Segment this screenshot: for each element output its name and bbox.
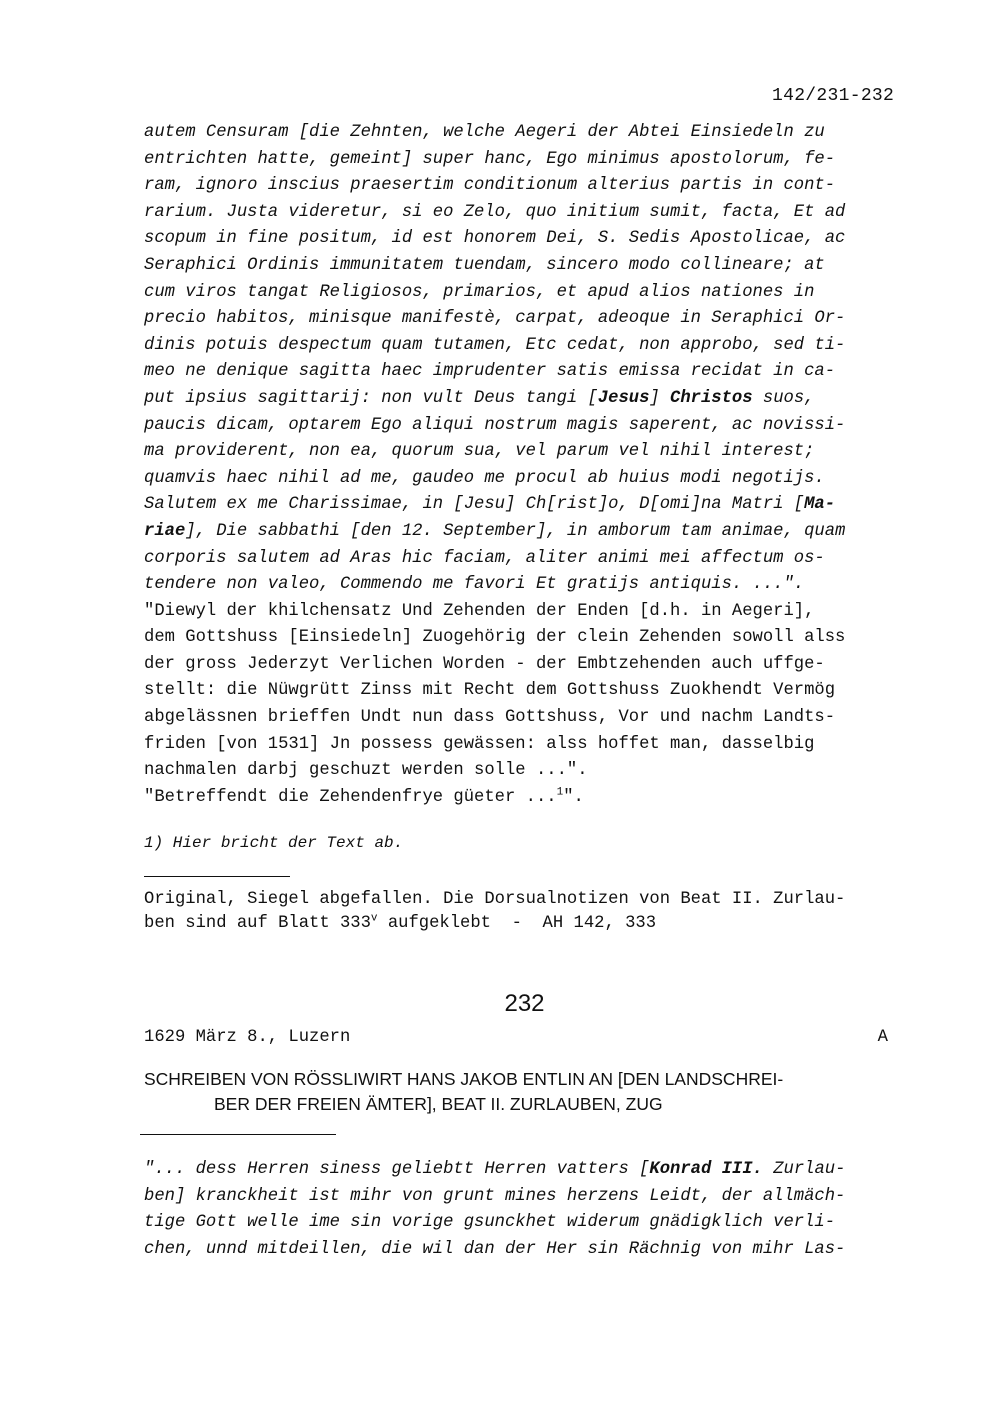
document-number: 232 — [504, 990, 545, 1017]
final-quote-text: "Betreffendt die Zehendenfrye güeter ... — [144, 787, 557, 807]
document-text-line — [144, 1184, 904, 1211]
latin-text-line — [144, 173, 904, 200]
line-text: scopum in fine positum, id est honorem Dei, S. Sedis Apostolicae, ac — [144, 229, 846, 249]
line-text: "... dess Herren siness geliebtt Herren vatters [ — [144, 1160, 650, 1179]
latin-text-line — [144, 519, 904, 546]
latin-text-line — [144, 147, 904, 174]
line-text: ma providerent, non ea, quorum sua, vel parum vel nihil interest; — [144, 442, 815, 462]
document-title-line-2: BER DER FREIEN ÄMTER], BEAT II. ZURLAUBEN, ZUG — [214, 1094, 663, 1114]
line-text: put ipsius sagittarij: non vult Deus tangi [ — [144, 388, 598, 408]
latin-passage — [144, 120, 904, 599]
document-date-place: 1629 März 8., Luzern — [144, 1028, 351, 1047]
title-divider — [140, 1134, 336, 1135]
line-text: ], Die sabbathi [den 12. September], in amborum tam animae, quam — [185, 521, 846, 541]
latin-text-line — [144, 120, 904, 147]
latin-text-line — [144, 466, 904, 493]
emphasized-name: Jesus — [597, 388, 650, 408]
document-text-line — [144, 1157, 904, 1184]
latin-text-line — [144, 226, 904, 253]
text-block-continued — [144, 120, 904, 811]
latin-text-line — [144, 253, 904, 280]
line-text: ] — [649, 388, 671, 408]
source-note — [144, 888, 904, 936]
latin-text-line — [144, 333, 904, 360]
latin-text-line — [144, 200, 904, 227]
source-note-line-1: Original, Siegel abgefallen. Die Dorsualnotizen von Beat II. Zurlau- — [144, 890, 846, 909]
latin-text-line — [144, 280, 904, 307]
footnote: 1) Hier bricht der Text ab. — [144, 834, 404, 852]
line-text: autem Censuram [die Zehnten, welche Aegeri der Abtei Einsiedeln zu — [144, 123, 825, 142]
german-text-line: friden [von 1531] Jn possess gewässen: alss hoffet man, dasselbig — [144, 734, 815, 754]
emphasized-name: Christos — [670, 388, 753, 408]
german-text-line: nachmalen darbj geschuzt werden solle ...". — [144, 761, 588, 781]
line-text: quamvis haec nihil ad me, gaudeo me procul ab huius modi negotijs. — [144, 468, 825, 488]
german-text-line: stellt: die Nüwgrütt Zinss mit Recht dem Gottshuss Zuokhendt Vermög — [144, 681, 836, 701]
line-text: ram, ignoro inscius praesertim conditionum alterius partis in cont- — [144, 176, 836, 196]
document-title — [144, 1067, 904, 1117]
document-type-letter: A — [877, 1028, 888, 1047]
line-text: paucis dicam, optarem Ego aliqui nostrum magis saperent, ac novissi- — [144, 415, 846, 435]
footnote-marker: 1 — [556, 786, 564, 799]
latin-text-line — [144, 439, 904, 466]
line-text: Salutem ex me Charissimae, in [Jesu] Ch[rist]o, D[omi]na Matri [ — [144, 495, 805, 515]
latin-text-line — [144, 492, 904, 519]
german-text-line: abgelässnen brieffen Undt nun dass Gottshuss, Vor und nachm Landts- — [144, 708, 836, 728]
latin-text-line — [144, 546, 904, 573]
line-text: Seraphici Ordinis immunitatem tuendam, sincero modo collineare; at — [144, 255, 825, 275]
line-text: precio habitos, minisque manifestè, carpat, adeoque in Seraphici Or- — [144, 309, 846, 329]
german-passage — [144, 599, 904, 785]
page-reference: 142/231-232 — [772, 86, 895, 106]
line-text: entrichten hatte, gemeint] super hanc, Ego minimus apostolorum, fe- — [144, 149, 836, 169]
latin-text-line — [144, 572, 904, 599]
line-text: corporis salutem ad Aras hic faciam, aliter animi mei affectum os- — [144, 548, 825, 568]
emphasized-name: riae — [144, 521, 186, 541]
line-text: chen, unnd mitdeillen, die wil dan der Her sin Rächnig von mihr Las- — [144, 1239, 846, 1259]
final-quote-line — [144, 785, 904, 812]
line-text: suos, — [752, 388, 815, 408]
latin-text-line — [144, 306, 904, 333]
emphasized-name: Ma- — [804, 495, 836, 515]
line-text: dinis potuis despectum quam tutamen, Etc cedat, non approbo, sed ti- — [144, 335, 846, 355]
document-text-line — [144, 1237, 904, 1264]
line-text: tige Gott welle ime sin vorige gsunckhet widerum gnädigklich verli- — [144, 1213, 836, 1233]
document-title-line-1: SCHREIBEN VON RÖSSLIWIRT HANS JAKOB ENTLIN AN [DEN LANDSCHREI- — [144, 1069, 784, 1089]
german-text-line: dem Gottshuss [Einsiedeln] Zuogehörig der clein Zehenden sowoll alss — [144, 628, 846, 648]
emphasized-name: Konrad III. — [649, 1160, 763, 1179]
line-text: rarium. Justa videretur, si eo Zelo, quo initium sumit, facta, Et ad — [144, 202, 846, 222]
verso-marker: v — [370, 912, 378, 925]
footnote-divider — [144, 876, 290, 877]
latin-text-line — [144, 413, 904, 440]
source-note-text: ben sind auf Blatt 333 — [144, 914, 371, 933]
document-232-text — [144, 1157, 904, 1263]
latin-text-line — [144, 386, 904, 413]
latin-text-line — [144, 359, 904, 386]
source-note-line-2 — [144, 912, 904, 936]
line-text: Zurlau- — [762, 1160, 846, 1179]
document-232-passage — [144, 1157, 904, 1263]
line-text: ben] kranckheit ist mihr von grunt mines herzens Leidt, der allmäch- — [144, 1186, 846, 1206]
final-quote-end: ". — [563, 787, 584, 807]
german-text-line: "Diewyl der khilchensatz Und Zehenden der Enden [d.h. in Aegeri], — [144, 601, 815, 621]
line-text: cum viros tangat Religiosos, primarios, et apud alios nationes in — [144, 282, 815, 302]
source-note-reference: aufgeklebt - AH 142, 333 — [377, 914, 657, 933]
german-text-line: der gross Jederzyt Verlichen Worden - der Embtzehenden auch uffge- — [144, 654, 825, 674]
line-text: tendere non valeo, Commendo me favori Et gratijs antiquis. ...". — [144, 575, 805, 595]
document-text-line — [144, 1210, 904, 1237]
line-text: meo ne denique sagitta haec imprudenter satis emissa recidat in ca- — [144, 362, 836, 382]
